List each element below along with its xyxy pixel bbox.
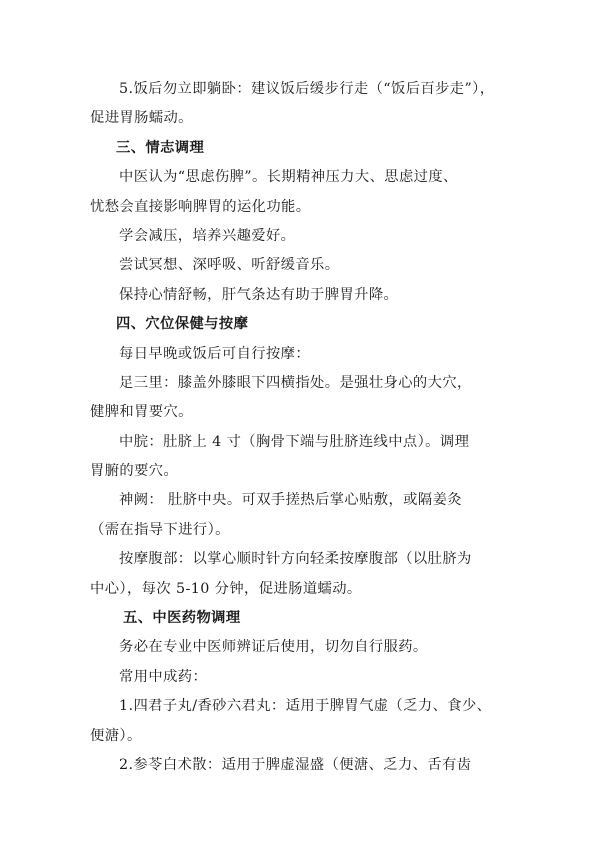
paragraph-line: 每日早晚或饭后可自行按摩： (119, 345, 311, 362)
paragraph-line: 中脘：肚脐上 4 寸（胸骨下端与肚脐连线中点）。调理 (119, 433, 470, 450)
paragraph-line: 中心），每次 5-10 分钟，促进肠道蠕动。 (90, 580, 362, 597)
paragraph-line: 健脾和胃要穴。 (90, 404, 193, 421)
section-heading: 四、穴位保健与按摩 (116, 316, 249, 333)
paragraph-line: 足三里：膝盖外膝眼下四横指处。是强壮身心的大穴， (119, 374, 472, 391)
paragraph-line: 常用中成药： (119, 668, 208, 685)
paragraph-line: 尝试冥想、深呼吸、听舒缓音乐。 (119, 257, 340, 274)
paragraph-line: （需在指导下进行）。 (90, 521, 230, 538)
paragraph-line: 胃腑的要穴。 (90, 463, 179, 480)
paragraph-line: 忧愁会直接影响脾胃的运化功能。 (90, 198, 311, 215)
paragraph-line: 便溏）。 (90, 727, 142, 744)
section-heading: 三、情志调理 (116, 139, 205, 156)
paragraph-line: 中医认为“思虑伤脾”。长期精神压力大、思虑过度、 (119, 169, 458, 186)
paragraph-line: 促进胃肠蠕动。 (90, 110, 193, 127)
paragraph-line: 按摩腹部：以掌心顺时针方向轻柔按摩腹部（以肚脐为 (119, 551, 472, 568)
paragraph-line: 保持心情舒畅，肝气条达有助于脾胃升降。 (119, 286, 399, 303)
paragraph-line: 学会减压，培养兴趣爱好。 (119, 227, 296, 244)
section-heading: 五、中医药物调理 (123, 610, 241, 627)
paragraph-line: 神阙： 肚脐中央。可双手搓热后掌心贴敷，或隔姜灸 (119, 492, 462, 509)
paragraph-line: 2.参苓白术散：适用于脾虚湿盛（便溏、乏力、舌有齿 (119, 756, 472, 773)
paragraph-line: 1.四君子丸/香砂六君丸：适用于脾胃气虚（乏力、食少、 (119, 698, 492, 715)
paragraph-line: 务必在专业中医师辨证后使用，切勿自行服药。 (119, 639, 428, 656)
paragraph-line: 5.饭后勿立即躺卧：建议饭后缓步行走（“饭后百步走”）， (119, 81, 495, 97)
document-page (90, 75, 506, 780)
